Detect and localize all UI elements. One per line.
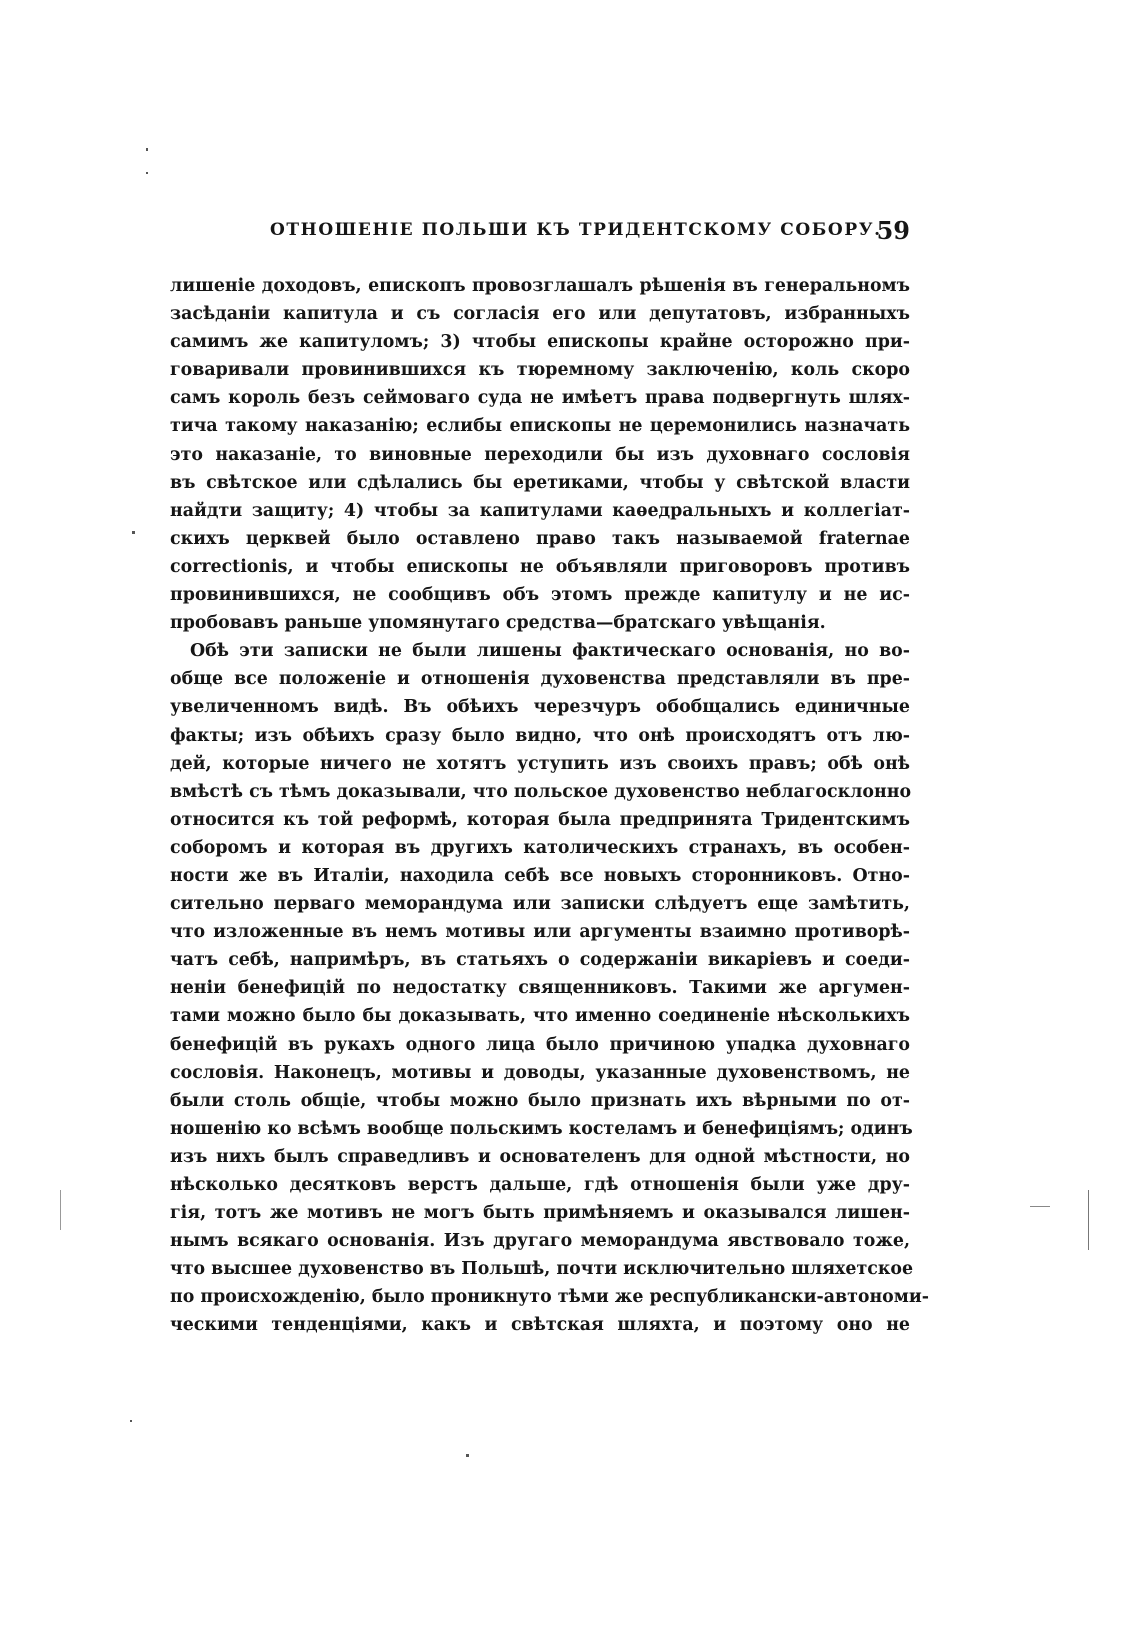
- scan-speck: [130, 1420, 132, 1422]
- text-line: засѣданіи капитула и съ согласія его или депутатовъ, избранныхъ: [170, 304, 910, 325]
- scan-edge-line: [60, 1190, 61, 1230]
- page-header: [270, 216, 910, 246]
- text-line: ческими тенденціями, какъ и свѣтская шляхта, и поэтому оно не: [170, 1315, 910, 1336]
- text-line: неніи бенефицій по недостатку священниковъ. Такими же аргумен-: [170, 978, 910, 999]
- text-line: были столь общіе, чтобы можно было признать ихъ вѣрными по от-: [170, 1090, 910, 1111]
- text-line: сительно перваго меморандума или записки слѣдуетъ еще замѣтить,: [170, 894, 910, 915]
- text-line: факты; изъ обѣихъ сразу было видно, что онѣ происходятъ отъ лю-: [170, 725, 910, 746]
- text-line: въ свѣтское или сдѣлались бы еретиками, чтобы у свѣтской власти: [170, 472, 910, 493]
- scan-speck: [466, 1454, 469, 1457]
- text-line: найдти защиту; 4) чтобы за капитулами каѳедральныхъ и коллегіат-: [170, 500, 910, 521]
- text-line: изъ нихъ былъ справедливъ и основателенъ для одной мѣстности, но: [170, 1146, 910, 1167]
- text-line: тами можно было бы доказывать, что именно соединеніе нѣсколькихъ: [170, 1006, 910, 1027]
- text-line: лишеніе доходовъ, епископъ провозглашалъ рѣшенія въ генеральномъ: [170, 276, 910, 296]
- text-line: нымъ всякаго основанія. Изъ другаго меморандума явствовало тоже,: [170, 1231, 910, 1252]
- page-number: 59: [876, 216, 910, 245]
- text-line: говаривали провинившихся къ тюремному заключенію, коль скоро: [170, 360, 910, 381]
- scan-speck: [146, 148, 148, 151]
- text-line: соборомъ и которая въ другихъ католическихъ странахъ, въ особен-: [170, 837, 910, 858]
- text-line: вмѣстѣ съ тѣмъ доказывали, что польское духовенство неблагосклонно: [170, 781, 912, 802]
- paragraph-start-line: Обѣ эти записки не были лишены фактическаго основанія, но во-: [190, 641, 910, 662]
- text-line: обще все положеніе и отношенія духовенства представляли въ пре-: [170, 669, 910, 690]
- scan-edge-line: [1088, 1190, 1089, 1250]
- text-line: сословія. Наконецъ, мотивы и доводы, указанные духовенствомъ, не: [170, 1062, 910, 1083]
- scan-speck: [132, 531, 135, 534]
- text-line: увеличенномъ видѣ. Въ обѣихъ черезчуръ обобщались единичные: [170, 697, 910, 718]
- text-line: что высшее духовенство въ Польшѣ, почти исключительно шляхетское: [170, 1259, 914, 1280]
- text-line: гія, тотъ же мотивъ не могъ быть примѣняемъ и оказывался лишен-: [170, 1203, 910, 1224]
- text-line: самимъ же капитуломъ; 3) чтобы епископы крайне осторожно при-: [170, 332, 910, 353]
- text-line: пробовавъ раньше упомянутаго средства—братскаго увѣщанія.: [170, 613, 826, 634]
- text-line: по происхожденію, было проникнуто тѣми же республикански-автономи-: [170, 1287, 930, 1308]
- running-title: ОТНОШЕНІЕ ПОЛЬШИ КЪ ТРИДЕНТСКОМУ СОБОРУ.: [270, 220, 882, 240]
- text-line: тича такому наказанію; еслибы епископы не церемонились назначать: [170, 416, 910, 437]
- text-line: это наказаніе, то виновные переходили бы изъ духовнаго сословія: [170, 444, 910, 465]
- text-line: ношенію ко всѣмъ вообще польскимъ костеламъ и бенефиціямъ; одинъ: [170, 1118, 913, 1139]
- text-line: скихъ церквей было оставлено право такъ называемой fraternae: [170, 528, 910, 549]
- text-line: самъ король безъ сеймоваго суда не имѣетъ права подвергнуть шлях-: [170, 388, 910, 409]
- scan-speck: [146, 172, 148, 174]
- text-line: провинившихся, не сообщивъ объ этомъ прежде капитулу и не ис-: [170, 585, 910, 606]
- text-line: ности же въ Италіи, находила себѣ все новыхъ сторонниковъ. Отно-: [170, 865, 910, 886]
- scan-edge-line: [1030, 1206, 1050, 1207]
- body-text: [170, 272, 930, 1340]
- text-line: чатъ себѣ, напримѣръ, въ статьяхъ о содержаніи викаріевъ и соеди-: [170, 950, 910, 971]
- text-line: относится къ той реформѣ, которая была предпринята Тридентскимъ: [170, 809, 910, 830]
- text-line: нѣсколько десятковъ верстъ дальше, гдѣ отношенія были уже дру-: [170, 1175, 910, 1195]
- text-line: correctionis, и чтобы епископы не объявляли приговоровъ противъ: [170, 556, 910, 577]
- text-line: что изложенные въ немъ мотивы или аргументы взаимно противорѣ-: [170, 922, 910, 943]
- text-line: бенефицій въ рукахъ одного лица было причиною упадка духовнаго: [170, 1034, 910, 1055]
- text-line: дей, которые ничего не хотятъ уступить изъ своихъ правъ; обѣ онѣ: [170, 753, 910, 774]
